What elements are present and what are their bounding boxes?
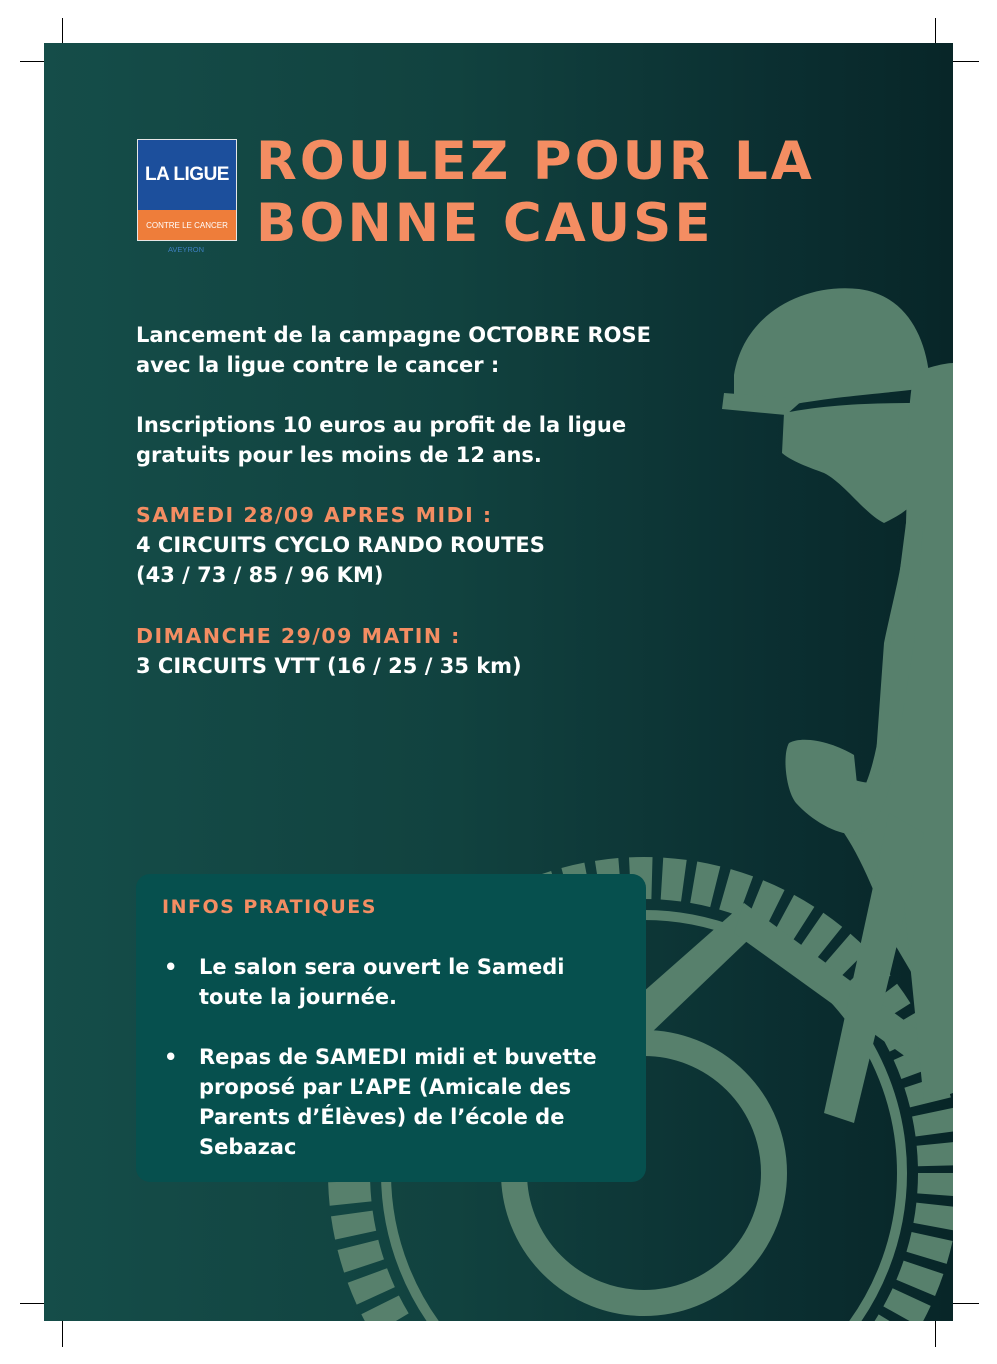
- intro-paragraph-2: Inscriptions 10 euros au profit de la ligue gratuits pour les moins de 12 ans.: [136, 413, 627, 467]
- logo-subtitle: CONTRE LE CANCER: [138, 210, 236, 240]
- crop-mark: [62, 18, 63, 44]
- crop-mark: [935, 18, 936, 44]
- sunday-section: [136, 621, 676, 681]
- poster: [44, 43, 953, 1321]
- bullet-icon: •: [164, 955, 178, 979]
- crop-mark: [20, 1303, 46, 1304]
- crop-mark: [935, 1321, 936, 1347]
- crop-mark: [20, 61, 46, 62]
- sunday-line-1: 3 CIRCUITS VTT (16 / 25 / 35 km): [136, 654, 522, 678]
- poster-title: [256, 131, 936, 255]
- crop-mark: [953, 61, 979, 62]
- info-box: [136, 874, 646, 1182]
- list-item: [136, 952, 646, 1012]
- logo-name: LA LIGUE: [145, 164, 229, 185]
- saturday-section: [136, 500, 676, 590]
- title-line-1: ROULEZ POUR LA: [256, 131, 815, 192]
- saturday-line-2: (43 / 73 / 85 / 96 KM): [136, 563, 384, 587]
- list-item: [136, 1042, 646, 1162]
- info-list: [136, 952, 646, 1192]
- title-line-2: BONNE CAUSE: [256, 193, 714, 254]
- logo-region: AVEYRON: [167, 245, 205, 254]
- saturday-line-1: 4 CIRCUITS CYCLO RANDO ROUTES: [136, 533, 545, 557]
- sunday-heading: DIMANCHE 29/09 MATIN :: [136, 624, 461, 648]
- bullet-icon: •: [164, 1045, 178, 1069]
- info-item-text: Repas de SAMEDI midi et buvette proposé par L’APE (Amicale des Parents d’Élèves) de l’école de Sebazac: [199, 1045, 597, 1159]
- la-ligue-logo: [137, 139, 237, 241]
- info-title: INFOS PRATIQUES: [162, 896, 377, 918]
- info-item-text: Le salon sera ouvert le Samedi toute la journée.: [199, 955, 565, 1009]
- crop-mark: [953, 1303, 979, 1304]
- crop-mark: [62, 1321, 63, 1347]
- intro-paragraph-1: Lancement de la campagne OCTOBRE ROSE avec la ligue contre le cancer :: [136, 323, 651, 377]
- saturday-heading: SAMEDI 28/09 APRES MIDI :: [136, 503, 493, 527]
